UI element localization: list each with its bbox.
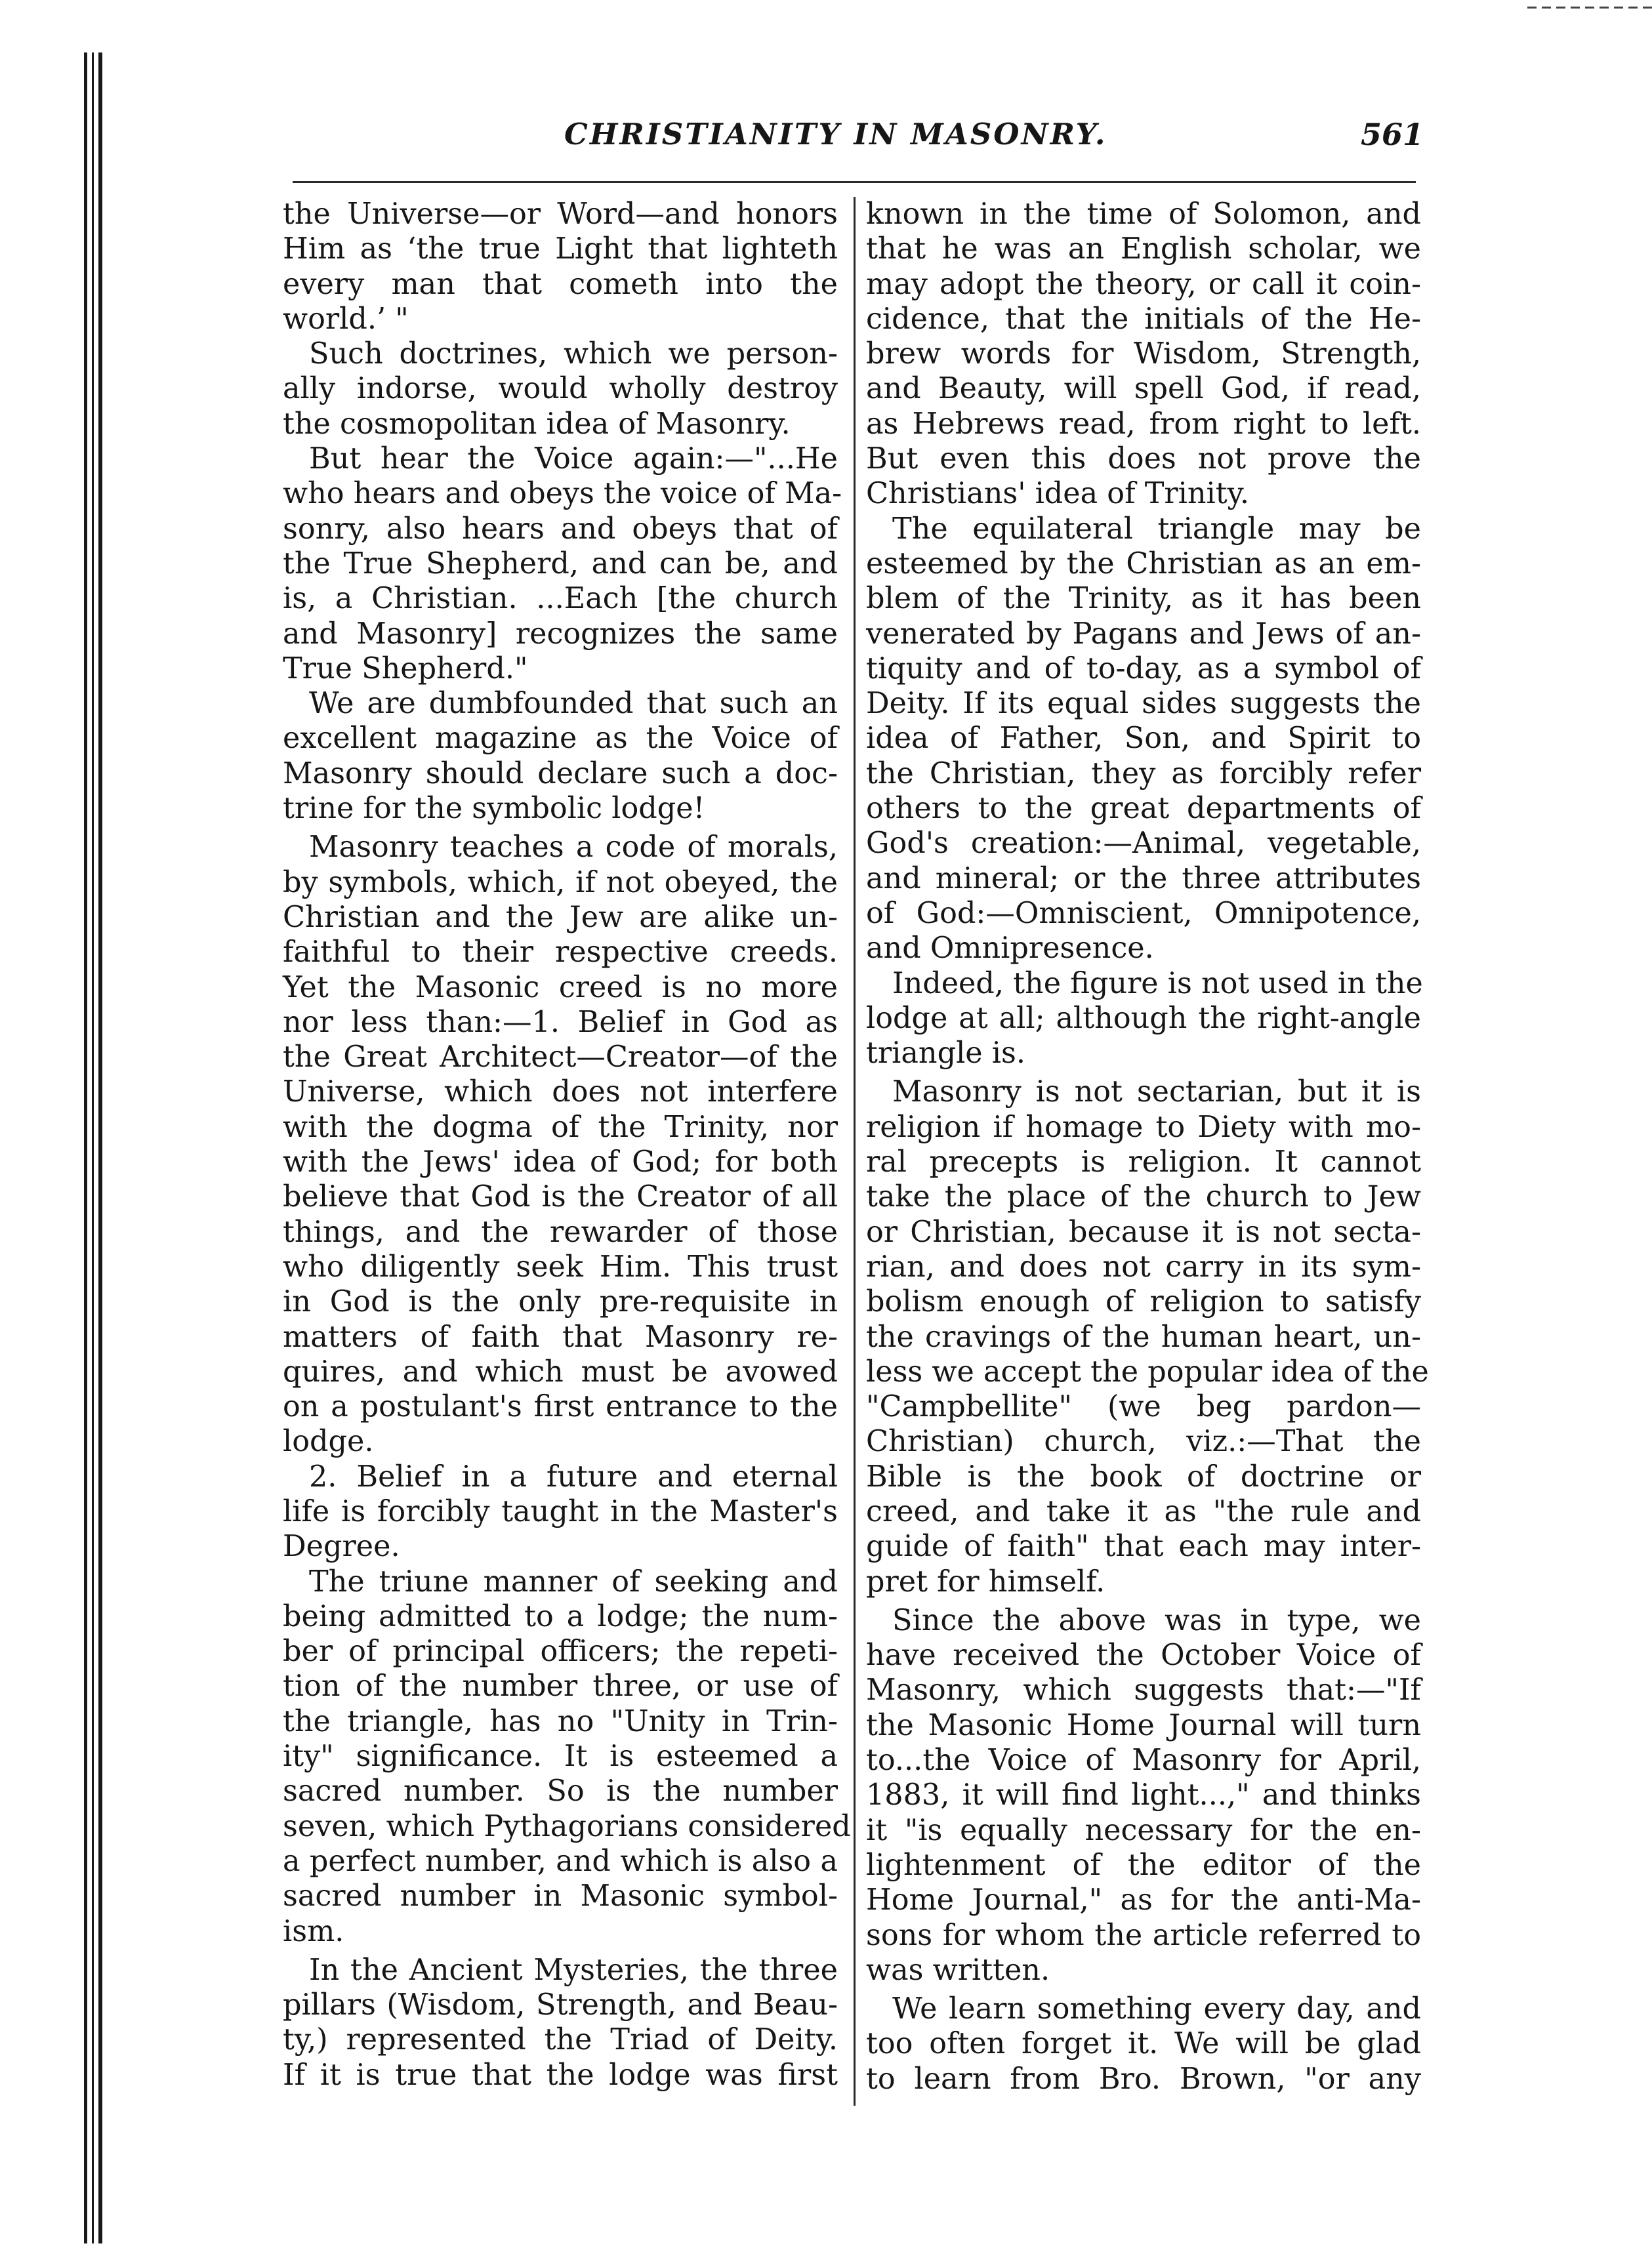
text-line: If it is true that the lodge was first (283, 2058, 838, 2092)
text-line: it "is equally necessary for the en- (866, 1813, 1421, 1847)
header-rule (293, 181, 1416, 183)
text-line: and Beauty, will spell God, if read, (866, 372, 1421, 406)
text-line: who hears and obeys the voice of Ma- (283, 477, 842, 511)
text-line: and mineral; or the three attributes (866, 861, 1421, 895)
text-line: creed, and take it as "the rule and (866, 1494, 1421, 1528)
text-line: too often forget it. We will be glad (866, 2027, 1421, 2061)
text-line: faithful to their respective creeds. (283, 935, 838, 970)
text-line: Christian and the Jew are alike un- (283, 900, 838, 934)
text-line: quires, and which must be avowed (283, 1355, 838, 1389)
text-line: world.’ " (283, 302, 409, 336)
text-line: Home Journal," as for the anti-Ma- (866, 1883, 1421, 1917)
text-line: believe that God is the Creator of all (283, 1180, 838, 1214)
text-line: The equilateral triangle may be (892, 512, 1421, 546)
text-line: cidence, that the initials of the He- (866, 302, 1421, 336)
text-line: lodge. (283, 1425, 374, 1459)
text-line: triangle is. (866, 1036, 1025, 1071)
text-line: Degree. (283, 1530, 400, 1564)
text-line: 2. Belief in a future and eternal (309, 1460, 838, 1494)
running-title: CHRISTIANITY IN MASONRY. (564, 117, 1107, 152)
text-line: ity" significance. It is esteemed a (283, 1740, 838, 1774)
text-line: tion of the number three, or use of (283, 1669, 838, 1704)
text-line: by symbols, which, if not obeyed, the (283, 865, 838, 899)
text-line: idea of Father, Son, and Spirit to (866, 722, 1421, 756)
text-line: to...the Voice of Masonry for April, (866, 1744, 1421, 1778)
text-line: brew words for Wisdom, Strength, (866, 337, 1421, 371)
text-line: that he was an English scholar, we (866, 232, 1421, 266)
text-line: Christians' idea of Trinity. (866, 477, 1250, 511)
text-line: "Campbellite" (we beg pardon— (866, 1390, 1421, 1424)
text-line: religion if homage to Diety with mo- (866, 1110, 1421, 1144)
text-line: lightenment of the editor of the (866, 1848, 1421, 1882)
text-line: Masonry should declare such a doc- (283, 756, 838, 790)
text-line: 1883, it will find light...," and thinks (866, 1778, 1421, 1812)
text-line: We learn something every day, and (892, 1992, 1421, 2026)
text-line: is, a Christian. ...Each [the church (283, 582, 838, 616)
text-line: We are dumbfounded that such an (309, 687, 838, 721)
column-divider (854, 197, 856, 2106)
text-line: life is forcibly taught in the Master's (283, 1494, 838, 1528)
text-line: the Great Architect—Creator—of the (283, 1040, 838, 1075)
text-line: Indeed, the figure is not used in the (892, 966, 1423, 1000)
text-line: every man that cometh into the (283, 267, 838, 301)
text-line: and Masonry] recognizes the same (283, 617, 838, 651)
text-line: nor less than:—1. Belief in God as (283, 1005, 838, 1039)
text-line: But hear the Voice again:—"...He (309, 442, 838, 476)
text-line: sonry, also hears and obeys that of (283, 512, 838, 546)
binding-edge (84, 52, 110, 2243)
text-line: ral precepts is religion. It cannot (866, 1145, 1421, 1179)
right-column (866, 197, 1429, 2097)
text-line: esteemed by the Christian as an em- (866, 546, 1421, 581)
text-line: guide of faith" that each may inter- (866, 1530, 1421, 1564)
text-line: others to the great departments of (866, 792, 1421, 826)
text-line: ally indorse, would wholly destroy (283, 372, 838, 406)
text-line: But even this does not prove the (866, 442, 1421, 476)
text-line: Universe, which does not interfere (283, 1075, 838, 1109)
text-line: blem of the Trinity, as it has been (866, 582, 1421, 616)
text-line: pret for himself. (866, 1565, 1105, 1599)
text-line: the Universe—or Word—and honors (283, 197, 838, 231)
text-line: ism. (283, 1914, 344, 1948)
text-line: things, and the rewarder of those (283, 1215, 838, 1249)
text-line: venerated by Pagans and Jews of an- (866, 617, 1421, 651)
text-line: Christian) church, viz.:—That the (866, 1425, 1421, 1459)
text-line: sacred number in Masonic symbol- (283, 1879, 838, 1914)
text-line: trine for the symbolic lodge! (283, 792, 705, 826)
text-line: who diligently seek Him. This trust (283, 1250, 838, 1284)
text-line: the triangle, has no "Unity in Trin- (283, 1704, 838, 1738)
corner-dashes (1527, 7, 1652, 9)
text-line: and Omnipresence. (866, 932, 1154, 966)
text-line: matters of faith that Masonry re- (283, 1320, 838, 1354)
text-line: of God:—Omniscient, Omnipotence, (866, 896, 1421, 930)
text-line: ty,) represented the Triad of Deity. (283, 2023, 838, 2057)
text-line: may adopt the theory, or call it coin- (866, 267, 1421, 301)
text-line: pillars (Wisdom, Strength, and Beau- (283, 1988, 838, 2022)
text-line: rian, and does not carry in its sym- (866, 1250, 1421, 1284)
left-column (283, 197, 851, 2093)
text-line: the Christian, they as forcibly refer (866, 756, 1421, 790)
text-line: the cravings of the human heart, un- (866, 1320, 1421, 1354)
text-line: tiquity and of to-day, as a symbol of (866, 651, 1421, 686)
text-line: seven, which Pythagorians considered (283, 1809, 851, 1843)
text-line: to learn from Bro. Brown, "or any (866, 2062, 1421, 2096)
text-line: being admitted to a lodge; the num- (283, 1599, 838, 1633)
text-line: the Masonic Home Journal will turn (866, 1708, 1421, 1742)
text-line: was written. (866, 1953, 1050, 1987)
text-line: True Shepherd." (283, 651, 528, 686)
text-line: excellent magazine as the Voice of (283, 722, 838, 756)
text-line: Such doctrines, which we person- (309, 337, 838, 371)
text-line: a perfect number, and which is also a (283, 1844, 838, 1878)
text-line: Deity. If its equal sides suggests the (866, 687, 1421, 721)
text-line: lodge at all; although the right-angle (866, 1001, 1421, 1035)
text-line: in God is the only pre-requisite in (283, 1285, 838, 1319)
page-number: 561 (1360, 117, 1424, 152)
text-line: known in the time of Solomon, and (866, 197, 1421, 231)
text-line: sacred number. So is the number (283, 1774, 838, 1809)
running-head (282, 117, 1424, 163)
text-line: Him as ‘the true Light that lighteth (283, 232, 838, 266)
text-line: Yet the Masonic creed is no more (283, 970, 838, 1004)
text-line: take the place of the church to Jew (866, 1180, 1421, 1214)
text-line: have received the October Voice of (866, 1639, 1421, 1673)
text-line: Since the above was in type, we (892, 1603, 1421, 1637)
text-line: with the dogma of the Trinity, nor (283, 1110, 838, 1144)
text-line: on a postulant's first entrance to the (283, 1390, 838, 1424)
text-line: the cosmopolitan idea of Masonry. (283, 407, 791, 441)
text-line: bolism enough of religion to satisfy (866, 1285, 1421, 1319)
text-line: sons for whom the article referred to (866, 1918, 1421, 1952)
text-line: Masonry, which suggests that:—"If (866, 1673, 1421, 1708)
text-line: less we accept the popular idea of the (866, 1355, 1429, 1389)
text-line: with the Jews' idea of God; for both (283, 1145, 838, 1179)
text-line: Bible is the book of doctrine or (866, 1460, 1421, 1494)
text-line: God's creation:—Animal, vegetable, (866, 827, 1421, 861)
text-line: The triune manner of seeking and (309, 1565, 838, 1599)
text-line: Masonry is not sectarian, but it is (892, 1075, 1421, 1109)
text-line: ber of principal officers; the repeti- (283, 1635, 838, 1669)
text-line: Masonry teaches a code of morals, (309, 830, 838, 865)
text-line: the True Shepherd, and can be, and (283, 546, 838, 581)
text-line: or Christian, because it is not secta- (866, 1215, 1421, 1249)
text-line: In the Ancient Mysteries, the three (309, 1953, 838, 1987)
text-line: as Hebrews read, from right to left. (866, 407, 1421, 441)
